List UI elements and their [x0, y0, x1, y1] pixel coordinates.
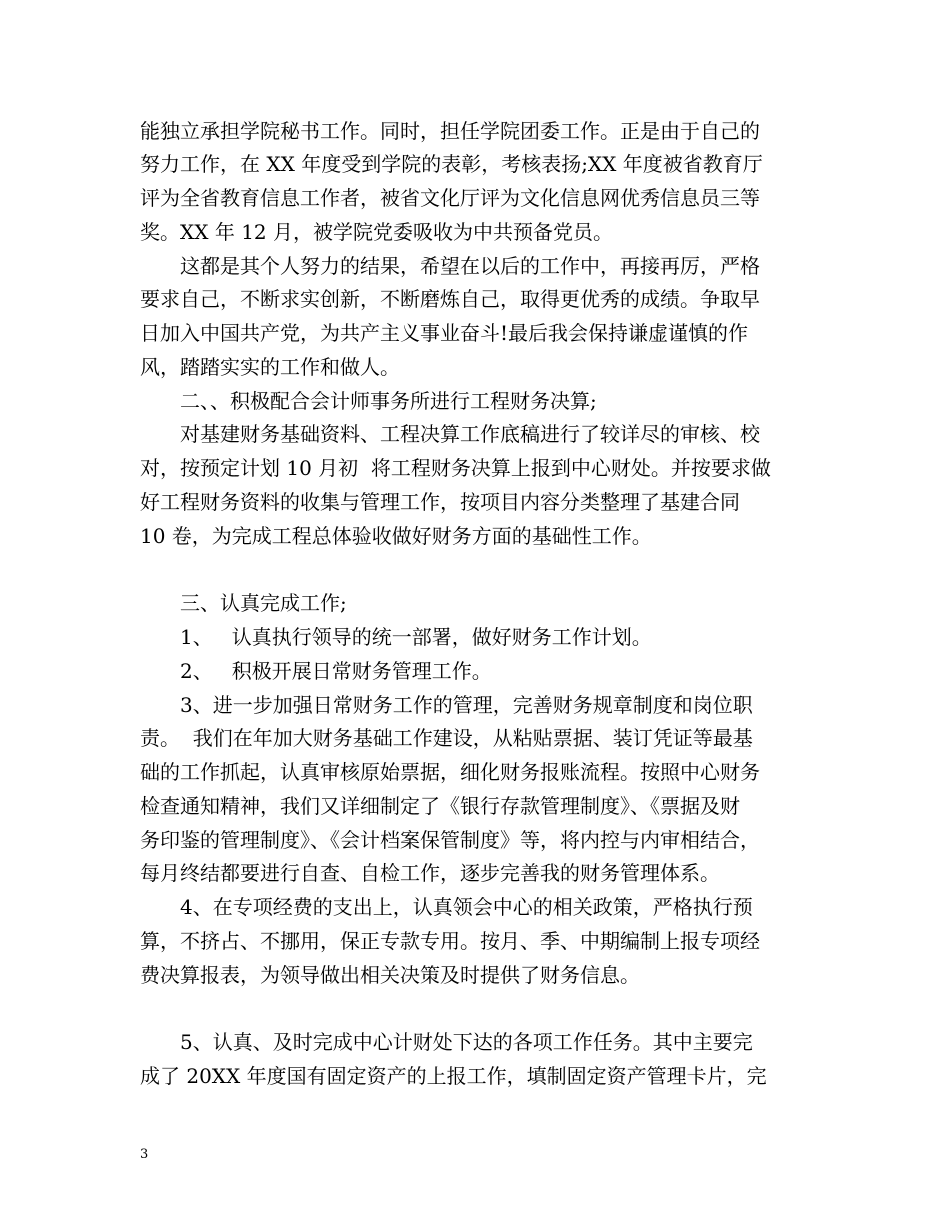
line-text: 算，不挤占、不挪用，保正专款专用。按月、季、中期编制上报专项经	[140, 929, 760, 953]
paragraph-line	[0, 214, 950, 250]
line-text: 责。 我们在年加大财务基础工作建设，从粘贴票据、装订凭证等最基	[140, 726, 753, 750]
paragraph-line	[0, 484, 950, 520]
paragraph-line	[0, 281, 950, 317]
paragraph-line	[0, 146, 950, 182]
line-text: 评为全省教育信息工作者，被省文化厅评为文化信息网优秀信息员三等	[140, 186, 760, 210]
paragraph-line	[0, 720, 950, 756]
line-text: 风，踏踏实实的工作和做人。	[140, 355, 400, 379]
line-text: 三、认真完成工作;	[180, 591, 347, 615]
line-text: 费决算报表，为领导做出相关决策及时提供了财务信息。	[140, 963, 640, 987]
paragraph-line	[0, 957, 950, 993]
line-text: 务印鉴的管理制度》、《会计档案保管制度》等，将内控与内审相结合，	[140, 828, 760, 852]
paragraph-line	[0, 822, 950, 858]
list-item	[0, 889, 950, 925]
list-item	[0, 687, 950, 723]
list-item	[0, 653, 950, 689]
line-text: 础的工作抓起，认真审核原始票据，细化财务报账流程。按照中心财务	[140, 760, 760, 784]
paragraph-line	[0, 450, 950, 486]
line-text: 这都是其个人努力的结果，希望在以后的工作中，再接再厉，严格	[180, 254, 760, 278]
section-heading	[0, 383, 950, 419]
line-text: 5、认真、及时完成中心计财处下达的各项工作任务。其中主要完	[180, 1030, 753, 1054]
line-text: 成了 20XX 年度国有固定资产的上报工作，填制固定资产管理卡片，完	[140, 1064, 767, 1088]
line-text: 4、在专项经费的支出上，认真领会中心的相关政策，严格执行预	[180, 895, 753, 919]
list-item	[0, 1024, 950, 1060]
line-text: 努力工作，在 XX 年度受到学院的表彰，考核表扬;XX 年度被省教育厅	[140, 152, 763, 176]
page-number: 3	[140, 1147, 149, 1162]
section-heading	[0, 585, 950, 621]
paragraph-line	[0, 113, 950, 149]
paragraph-line	[0, 923, 950, 959]
list-item	[0, 619, 950, 655]
paragraph-line	[0, 855, 950, 891]
line-text: 对，按预定计划 10 月初 将工程财务决算上报到中心财处。并按要求做	[140, 456, 771, 480]
paragraph-line	[0, 180, 950, 216]
line-text: 3、进一步加强日常财务工作的管理，完善财务规章制度和岗位职	[180, 693, 753, 717]
line-text: 要求自己，不断求实创新，不断磨炼自己，取得更优秀的成绩。争取早	[140, 287, 760, 311]
line-text: 二、、积极配合会计师事务所进行工程财务决算;	[180, 389, 597, 413]
line-text: 对基建财务基础资料、工程决算工作底稿进行了较详尽的审核、校	[180, 422, 760, 446]
line-text: 奖。XX 年 12 月，被学院党委吸收为中共预备党员。	[140, 220, 613, 244]
paragraph-line	[0, 349, 950, 385]
line-text: 好工程财务资料的收集与管理工作，按项目内容分类整理了基建合同	[140, 490, 740, 514]
paragraph-line	[0, 248, 950, 284]
paragraph-line	[0, 315, 950, 351]
paragraph-line	[0, 1058, 950, 1094]
line-text: 1、 认真执行领导的统一部署，做好财务工作计划。	[180, 625, 652, 649]
line-text: 每月终结都要进行自查、自检工作，逐步完善我的财务管理体系。	[140, 861, 720, 885]
paragraph-line	[0, 416, 950, 452]
paragraph-line	[0, 518, 950, 554]
paragraph-line	[0, 788, 950, 824]
line-text: 检查通知精神，我们又详细制定了《银行存款管理制度》、《票据及财	[140, 794, 740, 818]
paragraph-line	[0, 754, 950, 790]
line-text: 2、 积极开展日常财务管理工作。	[180, 659, 492, 683]
line-text: 10 卷，为完成工程总体验收做好财务方面的基础性工作。	[140, 524, 652, 548]
line-text: 能独立承担学院秘书工作。同时，担任学院团委工作。正是由于自己的	[140, 119, 760, 143]
line-text: 日加入中国共产党，为共产主义事业奋斗!最后我会保持谦虚谨慎的作	[140, 321, 749, 345]
